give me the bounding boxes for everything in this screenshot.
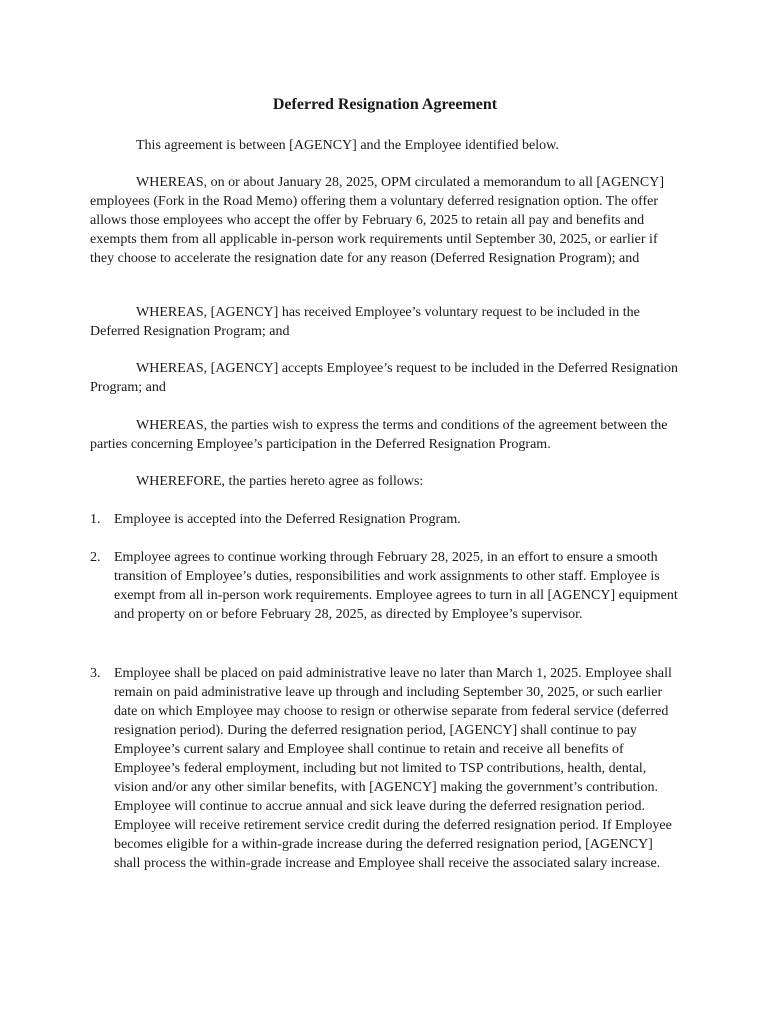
wherefore-paragraph: WHEREFORE, the parties hereto agree as follows:	[136, 474, 424, 489]
whereas-paragraph-request-received: WHEREAS, [AGENCY] has received Employee’s voluntary request to be included in the Deferred Resignation Program; and	[90, 305, 640, 339]
list-item-1	[90, 510, 682, 529]
whereas-paragraph-terms: WHEREAS, the parties wish to express the terms and conditions of the agreement between the parties concerning Employee’s participation in the Deferred Resignation Program.	[90, 418, 668, 452]
intro-paragraph: This agreement is between [AGENCY] and the Employee identified below.	[136, 138, 559, 153]
list-item-text: Employee shall be placed on paid administrative leave no later than March 1, 2025. Employee shall remain on paid administrative leave up through and including September 30, 2025, or such earlier date on which Employee may choose to resign or otherwise separate from federal service (deferred resignation period). During the deferred resignation period, [AGENCY] shall continue to pay Employee’s current salary and Employee shall continue to retain and receive all benefits of Employee’s federal employment, including but not limited to TSP contributions, health, dental, vision and/or any other similar benefits, with [AGENCY] making the government’s contribution. Employee will continue to accrue annual and sick leave during the deferred resignation period. Employee will receive retirement service credit during the deferred resignation period. If Employee becomes eligible for a within-grade increase during the deferred resignation period, [AGENCY] shall process the within-grade increase and Employee shall receive the associated salary increase.	[114, 666, 672, 871]
list-item-2	[90, 548, 682, 624]
list-item-number: 1.	[90, 512, 101, 527]
whereas-paragraph-opm-memo: WHEREAS, on or about January 28, 2025, OPM circulated a memorandum to all [AGENCY] employees (Fork in the Road Memo) offering them a voluntary deferred resignation option. The offer allows those employees who accept the offer by February 6, 2025 to retain all pay and benefits and exempts them from all applicable in-person work requirements until September 30, 2025, or earlier if they choose to accelerate the resignation date for any reason (Deferred Resignation Program); and	[90, 175, 665, 266]
document-title: Deferred Resignation Agreement	[272, 96, 498, 113]
list-item-3	[90, 664, 682, 873]
list-item-number: 3.	[90, 666, 101, 681]
list-item-number: 2.	[90, 550, 101, 565]
list-item-text: Employee is accepted into the Deferred Resignation Program.	[114, 512, 461, 527]
whereas-paragraph-request-accepted: WHEREAS, [AGENCY] accepts Employee’s request to be included in the Deferred Resignation Program; and	[90, 361, 678, 395]
list-item-text: Employee agrees to continue working through February 28, 2025, in an effort to ensure a smooth transition of Employee’s duties, responsibilities and work assignments to other staff. Employee is exempt from all in-person work requirements. Employee agrees to turn in all [AGENCY] equipment and property on or before February 28, 2025, as directed by Employee’s supervisor.	[114, 550, 678, 622]
